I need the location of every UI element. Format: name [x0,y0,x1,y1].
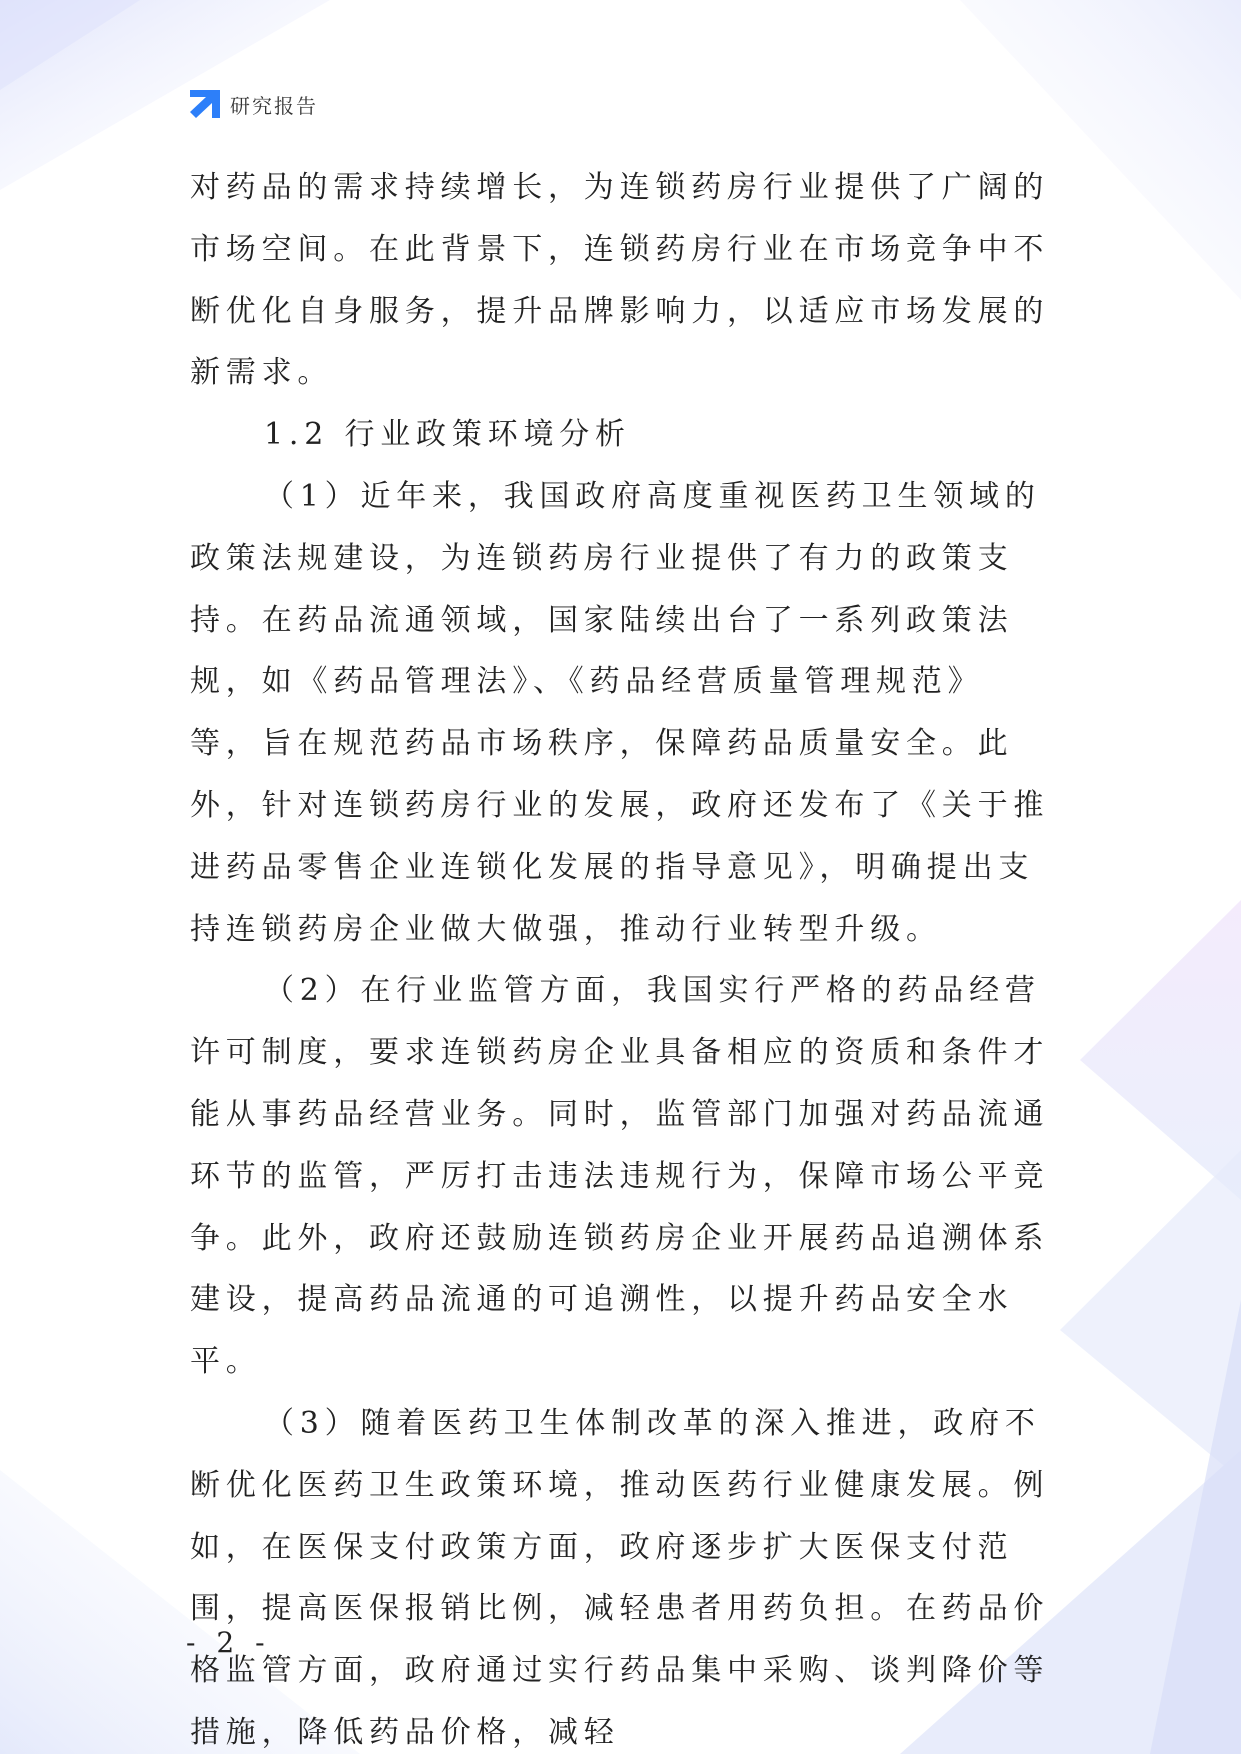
section-heading: 1.2 行业政策环境分析 [264,417,631,453]
page-number: - 2 - [186,1626,271,1659]
paragraph-intro: 对药品的需求持续增长，为连锁药房行业提供了广阔的市场空间。在此背景下，连锁药房行业在市场竞争中不断优化自身服务，提升品牌影响力，以适应市场发展的新需求。 [190,170,1050,391]
report-header [188,88,318,120]
arrow-up-right-icon [188,88,222,120]
document-body [190,157,1050,1764]
paragraph-1: （1）近年来，我国政府高度重视医药卫生领域的政策法规建设，为连锁药房行业提供了有力的政策支持。在药品流通领域，国家陆续出台了一系列政策法规，如《药品管理法》、《药品经营质量管理规范》等，旨在规范药品市场秩序，保障药品质量安全。此外，针对连锁药房行业的发展，政府还发布了《关于推进药品零售企业连锁化发展的指导意见》，明确提出支持连锁药房企业做大做强，推动行业转型升级。 [190,478,1050,947]
paragraph-2: （2）在行业监管方面，我国实行严格的药品经营许可制度，要求连锁药房企业具备相应的资质和条件才能从事药品经营业务。同时，监管部门加强对药品流通环节的监管，严厉打击违法违规行为，保障市场公平竞争。此外，政府还鼓励连锁药房企业开展药品追溯体系建设，提高药品流通的可追溯性，以提升药品安全水平。 [190,973,1050,1380]
paragraph-3: （3）随着医药卫生体制改革的深入推进，政府不断优化医药卫生政策环境，推动医药行业健康发展。例如，在医保支付政策方面，政府逐步扩大医保支付范围，提高医保报销比例，减轻患者用药负担。在药品价格监管方面，政府通过实行药品集中采购、谈判降价等措施，降低药品价格，减轻 [190,1405,1050,1750]
header-title: 研究报告 [230,93,318,118]
